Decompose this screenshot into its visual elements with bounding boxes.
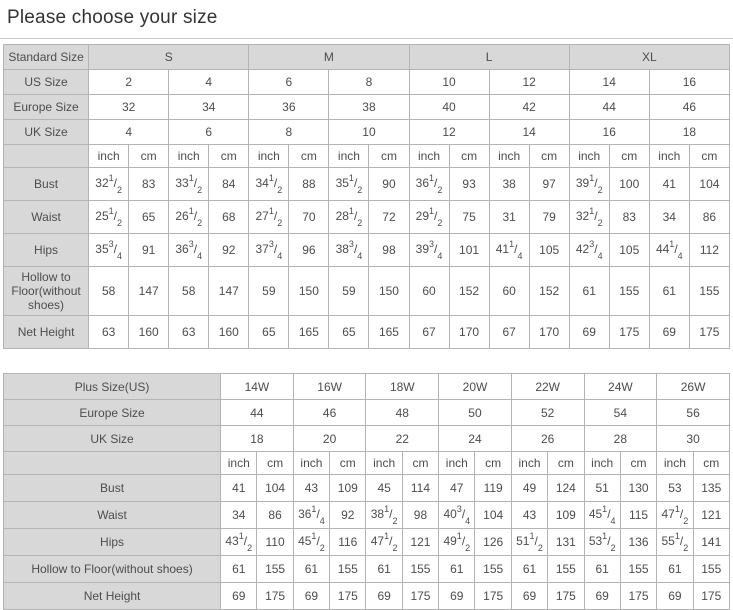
- size-group-cell: XL: [569, 45, 729, 70]
- size-value-cell: 6: [249, 70, 329, 95]
- size-value-cell: 8: [249, 120, 329, 145]
- measure-value-cell: 31: [489, 201, 529, 234]
- measure-value-cell: 147: [209, 267, 249, 316]
- unit-cell: inch: [569, 145, 609, 168]
- table-row: [4, 556, 730, 583]
- measure-value-cell: 126: [475, 529, 511, 556]
- measure-value-cell: 45: [366, 475, 402, 502]
- measure-value-cell: 114: [402, 475, 438, 502]
- table-row: [4, 45, 730, 70]
- size-group-cell: M: [249, 45, 409, 70]
- measure-value-cell: 104: [689, 168, 729, 201]
- size-value-cell: 44: [221, 400, 294, 426]
- measure-value-cell: 152: [529, 267, 569, 316]
- table-row: [4, 374, 730, 400]
- measure-value-cell: 59: [249, 267, 289, 316]
- measure-value-cell: 34: [649, 201, 689, 234]
- unit-cell: cm: [330, 452, 366, 475]
- measure-value-cell: 175: [330, 583, 366, 610]
- measure-value-cell: $32^1/_2$: [89, 168, 129, 201]
- row-label-cell: Hips: [4, 234, 89, 267]
- table-row: [4, 70, 730, 95]
- measure-value-cell: 165: [369, 316, 409, 349]
- measure-value-cell: 69: [584, 583, 620, 610]
- measure-value-cell: 59: [329, 267, 369, 316]
- size-value-cell: 38: [329, 95, 409, 120]
- row-label-cell: Bust: [4, 475, 221, 502]
- measure-value-cell: 63: [169, 316, 209, 349]
- measure-value-cell: 109: [548, 502, 584, 529]
- measure-value-cell: 75: [449, 201, 489, 234]
- measure-value-cell: 160: [209, 316, 249, 349]
- measure-value-cell: 41: [221, 475, 257, 502]
- size-value-cell: 8: [329, 70, 409, 95]
- measure-value-cell: 58: [169, 267, 209, 316]
- size-value-cell: 44: [569, 95, 649, 120]
- measure-value-cell: 91: [129, 234, 169, 267]
- measure-value-cell: 98: [369, 234, 409, 267]
- measure-value-cell: 92: [209, 234, 249, 267]
- row-label-cell: Hollow to Floor(without shoes): [4, 267, 89, 316]
- size-value-cell: 16: [569, 120, 649, 145]
- measure-value-cell: 61: [569, 267, 609, 316]
- plus-size-table: [3, 373, 730, 610]
- size-value-cell: 26W: [657, 374, 730, 400]
- table-row: [4, 400, 730, 426]
- size-value-cell: 16: [649, 70, 729, 95]
- unit-cell: inch: [439, 452, 475, 475]
- measure-value-cell: $37^3/_4$: [249, 234, 289, 267]
- measure-value-cell: $45^1/_2$: [293, 529, 329, 556]
- measure-value-cell: 119: [475, 475, 511, 502]
- row-label-cell: UK Size: [4, 120, 89, 145]
- measure-value-cell: 92: [330, 502, 366, 529]
- measure-value-cell: $53^1/_2$: [584, 529, 620, 556]
- measure-value-cell: 41: [649, 168, 689, 201]
- size-value-cell: 26: [511, 426, 584, 452]
- measure-value-cell: 112: [689, 234, 729, 267]
- measure-value-cell: $36^3/_4$: [169, 234, 209, 267]
- measure-value-cell: 155: [475, 556, 511, 583]
- unit-cell: inch: [293, 452, 329, 475]
- size-value-cell: 42: [489, 95, 569, 120]
- unit-cell: inch: [221, 452, 257, 475]
- measure-value-cell: $51^1/_2$: [511, 529, 547, 556]
- measure-value-cell: $42^3/_4$: [569, 234, 609, 267]
- measure-value-cell: 155: [620, 556, 656, 583]
- measure-value-cell: 175: [257, 583, 293, 610]
- measure-value-cell: 105: [529, 234, 569, 267]
- row-label-cell: US Size: [4, 70, 89, 95]
- unit-cell: inch: [657, 452, 693, 475]
- row-label-cell: [4, 145, 89, 168]
- measure-value-cell: 121: [402, 529, 438, 556]
- size-value-cell: 54: [584, 400, 657, 426]
- measure-value-cell: 155: [693, 556, 729, 583]
- measure-value-cell: 84: [209, 168, 249, 201]
- measure-value-cell: 96: [289, 234, 329, 267]
- size-value-cell: 20W: [439, 374, 512, 400]
- measure-value-cell: 86: [257, 502, 293, 529]
- measure-value-cell: $29^1/_2$: [409, 201, 449, 234]
- measure-value-cell: 121: [693, 502, 729, 529]
- standard-size-table: [3, 44, 730, 349]
- unit-cell: cm: [620, 452, 656, 475]
- table-row: [4, 267, 730, 316]
- size-value-cell: 10: [409, 70, 489, 95]
- measure-value-cell: 51: [584, 475, 620, 502]
- unit-cell: inch: [584, 452, 620, 475]
- size-value-cell: 50: [439, 400, 512, 426]
- unit-cell: inch: [366, 452, 402, 475]
- unit-cell: cm: [402, 452, 438, 475]
- measure-value-cell: $44^1/_4$: [649, 234, 689, 267]
- measure-value-cell: 65: [329, 316, 369, 349]
- measure-value-cell: 38: [489, 168, 529, 201]
- measure-value-cell: 58: [89, 267, 129, 316]
- measure-value-cell: 88: [289, 168, 329, 201]
- measure-value-cell: 69: [366, 583, 402, 610]
- size-value-cell: 16W: [293, 374, 366, 400]
- measure-value-cell: 65: [129, 201, 169, 234]
- measure-value-cell: 97: [529, 168, 569, 201]
- measure-value-cell: 49: [511, 475, 547, 502]
- unit-cell: inch: [249, 145, 289, 168]
- unit-cell: inch: [329, 145, 369, 168]
- row-label-cell: Hips: [4, 529, 221, 556]
- measure-value-cell: $38^3/_4$: [329, 234, 369, 267]
- measure-value-cell: 61: [293, 556, 329, 583]
- unit-cell: inch: [511, 452, 547, 475]
- table-row: [4, 452, 730, 475]
- size-value-cell: 34: [169, 95, 249, 120]
- size-group-cell: L: [409, 45, 569, 70]
- measure-value-cell: $34^1/_2$: [249, 168, 289, 201]
- measure-value-cell: $36^1/_2$: [409, 168, 449, 201]
- size-value-cell: 14W: [221, 374, 294, 400]
- size-value-cell: 24: [439, 426, 512, 452]
- measure-value-cell: 53: [657, 475, 693, 502]
- table-row: [4, 316, 730, 349]
- measure-value-cell: 60: [409, 267, 449, 316]
- unit-cell: cm: [257, 452, 293, 475]
- measure-value-cell: 155: [689, 267, 729, 316]
- unit-cell: cm: [129, 145, 169, 168]
- row-label-cell: Net Height: [4, 583, 221, 610]
- measure-value-cell: 175: [402, 583, 438, 610]
- measure-value-cell: $33^1/_2$: [169, 168, 209, 201]
- measure-value-cell: 69: [649, 316, 689, 349]
- measure-value-cell: 175: [620, 583, 656, 610]
- unit-cell: cm: [449, 145, 489, 168]
- measure-value-cell: 165: [289, 316, 329, 349]
- measure-value-cell: 65: [249, 316, 289, 349]
- measure-value-cell: 61: [649, 267, 689, 316]
- measure-value-cell: 69: [293, 583, 329, 610]
- size-value-cell: 4: [89, 120, 169, 145]
- measure-value-cell: 60: [489, 267, 529, 316]
- size-value-cell: 4: [169, 70, 249, 95]
- row-label-cell: Europe Size: [4, 400, 221, 426]
- measure-value-cell: 69: [439, 583, 475, 610]
- measure-value-cell: 61: [584, 556, 620, 583]
- size-value-cell: 52: [511, 400, 584, 426]
- table-row: [4, 201, 730, 234]
- measure-value-cell: 124: [548, 475, 584, 502]
- measure-value-cell: 175: [609, 316, 649, 349]
- measure-value-cell: 72: [369, 201, 409, 234]
- measure-value-cell: $28^1/_2$: [329, 201, 369, 234]
- size-value-cell: 12: [489, 70, 569, 95]
- measure-value-cell: 69: [511, 583, 547, 610]
- measure-value-cell: 175: [689, 316, 729, 349]
- size-value-cell: 10: [329, 120, 409, 145]
- table-row: [4, 168, 730, 201]
- measure-value-cell: 61: [657, 556, 693, 583]
- measure-value-cell: 69: [221, 583, 257, 610]
- measure-value-cell: 155: [402, 556, 438, 583]
- row-label-cell: Europe Size: [4, 95, 89, 120]
- table-row: [4, 145, 730, 168]
- measure-value-cell: 131: [548, 529, 584, 556]
- unit-cell: cm: [548, 452, 584, 475]
- measure-value-cell: 79: [529, 201, 569, 234]
- size-value-cell: 24W: [584, 374, 657, 400]
- size-value-cell: 36: [249, 95, 329, 120]
- size-group-cell: S: [89, 45, 249, 70]
- size-value-cell: 48: [366, 400, 439, 426]
- row-label-cell: [4, 452, 221, 475]
- measure-value-cell: $32^1/_2$: [569, 201, 609, 234]
- unit-cell: inch: [169, 145, 209, 168]
- table-row: [4, 234, 730, 267]
- row-label-cell: Bust: [4, 168, 89, 201]
- measure-value-cell: $38^1/_2$: [366, 502, 402, 529]
- measure-value-cell: 67: [409, 316, 449, 349]
- measure-value-cell: 160: [129, 316, 169, 349]
- measure-value-cell: 100: [609, 168, 649, 201]
- measure-value-cell: $47^1/_2$: [657, 502, 693, 529]
- measure-value-cell: 152: [449, 267, 489, 316]
- measure-value-cell: 61: [221, 556, 257, 583]
- table-row: [4, 120, 730, 145]
- title-divider: [0, 38, 733, 39]
- size-value-cell: 28: [584, 426, 657, 452]
- page-title: Please choose your size: [7, 7, 218, 28]
- size-value-cell: 30: [657, 426, 730, 452]
- measure-value-cell: $39^3/_4$: [409, 234, 449, 267]
- row-label-cell: Hollow to Floor(without shoes): [4, 556, 221, 583]
- measure-value-cell: $35^3/_4$: [89, 234, 129, 267]
- measure-value-cell: 67: [489, 316, 529, 349]
- measure-value-cell: 115: [620, 502, 656, 529]
- measure-value-cell: $26^1/_2$: [169, 201, 209, 234]
- measure-value-cell: 98: [402, 502, 438, 529]
- measure-value-cell: 104: [257, 475, 293, 502]
- measure-value-cell: $49^1/_2$: [439, 529, 475, 556]
- row-label-cell: Plus Size(US): [4, 374, 221, 400]
- table-row: [4, 95, 730, 120]
- measure-value-cell: 175: [475, 583, 511, 610]
- measure-value-cell: 141: [693, 529, 729, 556]
- measure-value-cell: 47: [439, 475, 475, 502]
- unit-cell: cm: [693, 452, 729, 475]
- size-value-cell: 46: [649, 95, 729, 120]
- size-value-cell: 32: [89, 95, 169, 120]
- unit-cell: cm: [209, 145, 249, 168]
- measure-value-cell: 90: [369, 168, 409, 201]
- size-guide-page: [0, 7, 733, 610]
- unit-cell: inch: [649, 145, 689, 168]
- unit-cell: inch: [489, 145, 529, 168]
- row-label-cell: Waist: [4, 201, 89, 234]
- measure-value-cell: 136: [620, 529, 656, 556]
- measure-value-cell: 170: [449, 316, 489, 349]
- measure-value-cell: 130: [620, 475, 656, 502]
- measure-value-cell: 61: [439, 556, 475, 583]
- measure-value-cell: 83: [129, 168, 169, 201]
- size-value-cell: 14: [489, 120, 569, 145]
- measure-value-cell: 170: [529, 316, 569, 349]
- measure-value-cell: 105: [609, 234, 649, 267]
- measure-value-cell: $45^1/_4$: [584, 502, 620, 529]
- size-value-cell: 22: [366, 426, 439, 452]
- unit-cell: cm: [529, 145, 569, 168]
- unit-cell: cm: [289, 145, 329, 168]
- measure-value-cell: $35^1/_2$: [329, 168, 369, 201]
- row-label-cell: Waist: [4, 502, 221, 529]
- size-value-cell: 18W: [366, 374, 439, 400]
- measure-value-cell: $36^1/_4$: [293, 502, 329, 529]
- size-value-cell: 2: [89, 70, 169, 95]
- measure-value-cell: $25^1/_2$: [89, 201, 129, 234]
- measure-value-cell: 61: [366, 556, 402, 583]
- size-value-cell: 18: [649, 120, 729, 145]
- size-value-cell: 18: [221, 426, 294, 452]
- size-value-cell: 40: [409, 95, 489, 120]
- measure-value-cell: 150: [289, 267, 329, 316]
- unit-cell: inch: [89, 145, 129, 168]
- measure-value-cell: $55^1/_2$: [657, 529, 693, 556]
- measure-value-cell: 147: [129, 267, 169, 316]
- size-value-cell: 22W: [511, 374, 584, 400]
- measure-value-cell: 104: [475, 502, 511, 529]
- measure-value-cell: 63: [89, 316, 129, 349]
- unit-cell: inch: [409, 145, 449, 168]
- measure-value-cell: 93: [449, 168, 489, 201]
- unit-cell: cm: [689, 145, 729, 168]
- size-value-cell: 14: [569, 70, 649, 95]
- measure-value-cell: 155: [548, 556, 584, 583]
- measure-value-cell: 69: [657, 583, 693, 610]
- measure-value-cell: 155: [609, 267, 649, 316]
- measure-value-cell: 43: [293, 475, 329, 502]
- measure-value-cell: 61: [511, 556, 547, 583]
- size-value-cell: 6: [169, 120, 249, 145]
- measure-value-cell: 110: [257, 529, 293, 556]
- table-row: [4, 529, 730, 556]
- table-row: [4, 426, 730, 452]
- measure-value-cell: 69: [569, 316, 609, 349]
- measure-value-cell: 155: [257, 556, 293, 583]
- unit-cell: cm: [475, 452, 511, 475]
- measure-value-cell: 109: [330, 475, 366, 502]
- measure-value-cell: 150: [369, 267, 409, 316]
- measure-value-cell: 43: [511, 502, 547, 529]
- measure-value-cell: 135: [693, 475, 729, 502]
- measure-value-cell: $40^3/_4$: [439, 502, 475, 529]
- measure-value-cell: 101: [449, 234, 489, 267]
- size-value-cell: 46: [293, 400, 366, 426]
- measure-value-cell: 175: [548, 583, 584, 610]
- unit-cell: cm: [609, 145, 649, 168]
- row-label-cell: Standard Size: [4, 45, 89, 70]
- measure-value-cell: 70: [289, 201, 329, 234]
- table-row: [4, 502, 730, 529]
- measure-value-cell: 34: [221, 502, 257, 529]
- size-value-cell: 56: [657, 400, 730, 426]
- row-label-cell: Net Height: [4, 316, 89, 349]
- measure-value-cell: 175: [693, 583, 729, 610]
- measure-value-cell: 68: [209, 201, 249, 234]
- measure-value-cell: 86: [689, 201, 729, 234]
- size-value-cell: 20: [293, 426, 366, 452]
- measure-value-cell: $41^1/_4$: [489, 234, 529, 267]
- measure-value-cell: 116: [330, 529, 366, 556]
- measure-value-cell: $39^1/_2$: [569, 168, 609, 201]
- measure-value-cell: 83: [609, 201, 649, 234]
- row-label-cell: UK Size: [4, 426, 221, 452]
- measure-value-cell: $43^1/_2$: [221, 529, 257, 556]
- table-row: [4, 583, 730, 610]
- table-row: [4, 475, 730, 502]
- measure-value-cell: 155: [330, 556, 366, 583]
- measure-value-cell: $27^1/_2$: [249, 201, 289, 234]
- measure-value-cell: $47^1/_2$: [366, 529, 402, 556]
- unit-cell: cm: [369, 145, 409, 168]
- size-value-cell: 12: [409, 120, 489, 145]
